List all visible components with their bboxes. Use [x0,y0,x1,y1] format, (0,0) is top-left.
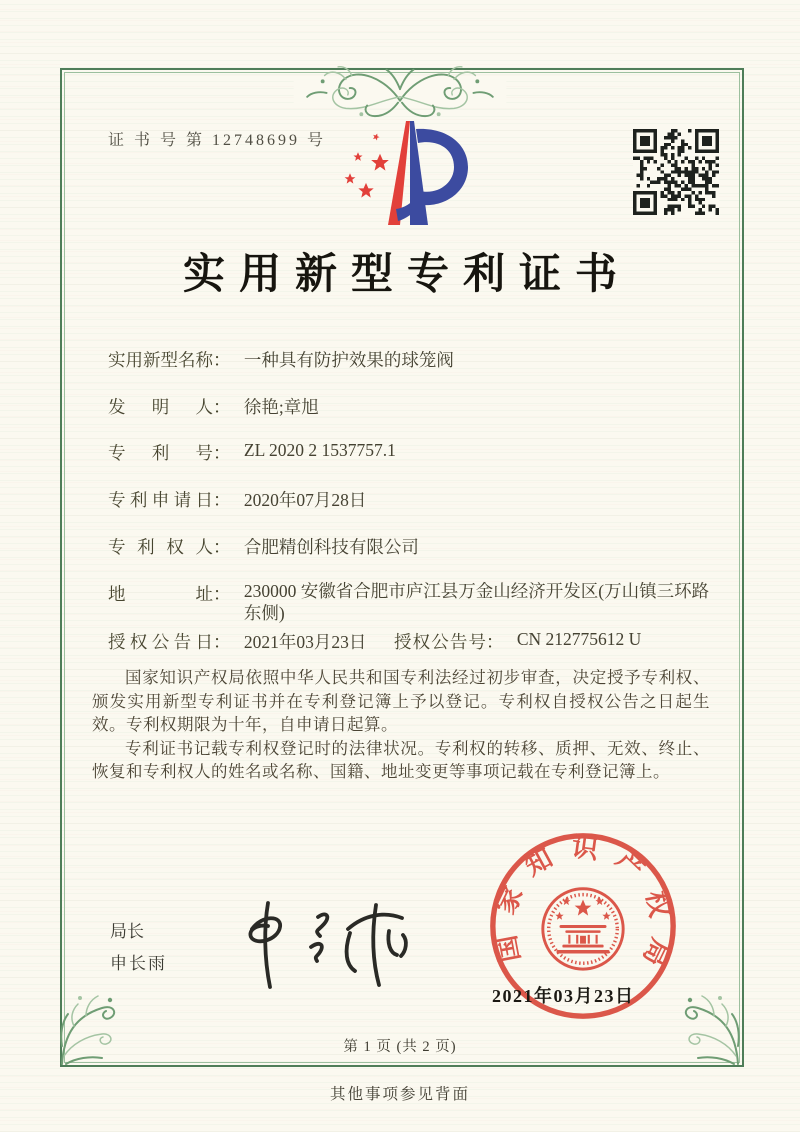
field-address: 地址： 230000 安徽省合肥市庐江县万金山经济开发区(万山镇三环路东侧) [108,581,718,624]
seal-date: 2021年03月23日 [492,986,635,1006]
legal-paragraph: 国家知识产权局依照中华人民共和国专利法经过初步审查，决定授予专利权、颁发实用新型专利证书并在专利登记簿上予以登记。专利权自授权公告之日起生效。专利权期限为十年，自申请日起算。 [92,668,710,734]
field-value: CN 212775612 U [516,629,642,649]
field-utility-model-name: 实用新型名称： 一种具有防护效果的球笼阀 [108,347,454,372]
field-label: 授权公告号 [394,632,486,652]
back-note: 其他事项参见背面 [329,1086,470,1103]
legal-paragraph: 专利证书记载专利权登记时的法律状况。专利权的转移、质押、无效、终止、恢复和专利权人的姓名或名称、国籍、地址变更等事项记载在专利登记簿上。 [92,738,710,781]
field-label: 专利号 [108,443,213,463]
field-filing-date: 专利申请日： 2020年07月28日 [108,487,366,512]
field-patentee: 专利权人： 合肥精创科技有限公司 [108,534,419,559]
field-label: 地址 [108,584,213,604]
director-title: 局长 [110,922,144,941]
seal-agency-text: 国家知识产权局 [488,831,678,986]
field-grant-number: 授权公告号： CN 212775612 U [394,629,642,652]
field-value: 2020年07月28日 [243,490,367,510]
cnipa-logo-icon [336,113,482,233]
field-value: 徐艳;章旭 [243,397,319,417]
certificate-title: 实用新型专利证书 [182,252,631,298]
field-label: 专利权人 [108,537,213,557]
page-number: 第 1 页 (共 2 页) [343,1039,457,1055]
field-grant-row: 授权公告日： 2021年03月23日 授权公告号： CN 212775612 U [108,629,642,652]
field-label: 实用新型名称 [108,350,213,370]
field-inventor: 发明人： 徐艳;章旭 [108,394,319,419]
qr-code [633,129,719,215]
field-label: 授权公告日 [108,632,213,652]
director-name: 申长雨 [110,954,167,973]
field-value: 一种具有防护效果的球笼阀 [243,350,454,370]
field-value: 230000 安徽省合肥市庐江县万金山经济开发区(万山镇三环路东侧) [243,581,710,623]
field-value: 2021年03月23日 [243,632,367,652]
field-value: 合肥精创科技有限公司 [243,537,419,557]
field-label: 发明人 [108,397,213,417]
field-value: ZL 2020 2 1537757.1 [243,440,396,460]
national-emblem-icon [543,889,623,969]
director-signature-icon [226,893,431,993]
legal-text [92,666,710,784]
field-label: 专利申请日 [108,490,213,510]
certificate-number: 证 书 号 第 12748699 号 [108,132,327,149]
field-patent-number: 专利号： ZL 2020 2 1537757.1 [108,440,396,463]
